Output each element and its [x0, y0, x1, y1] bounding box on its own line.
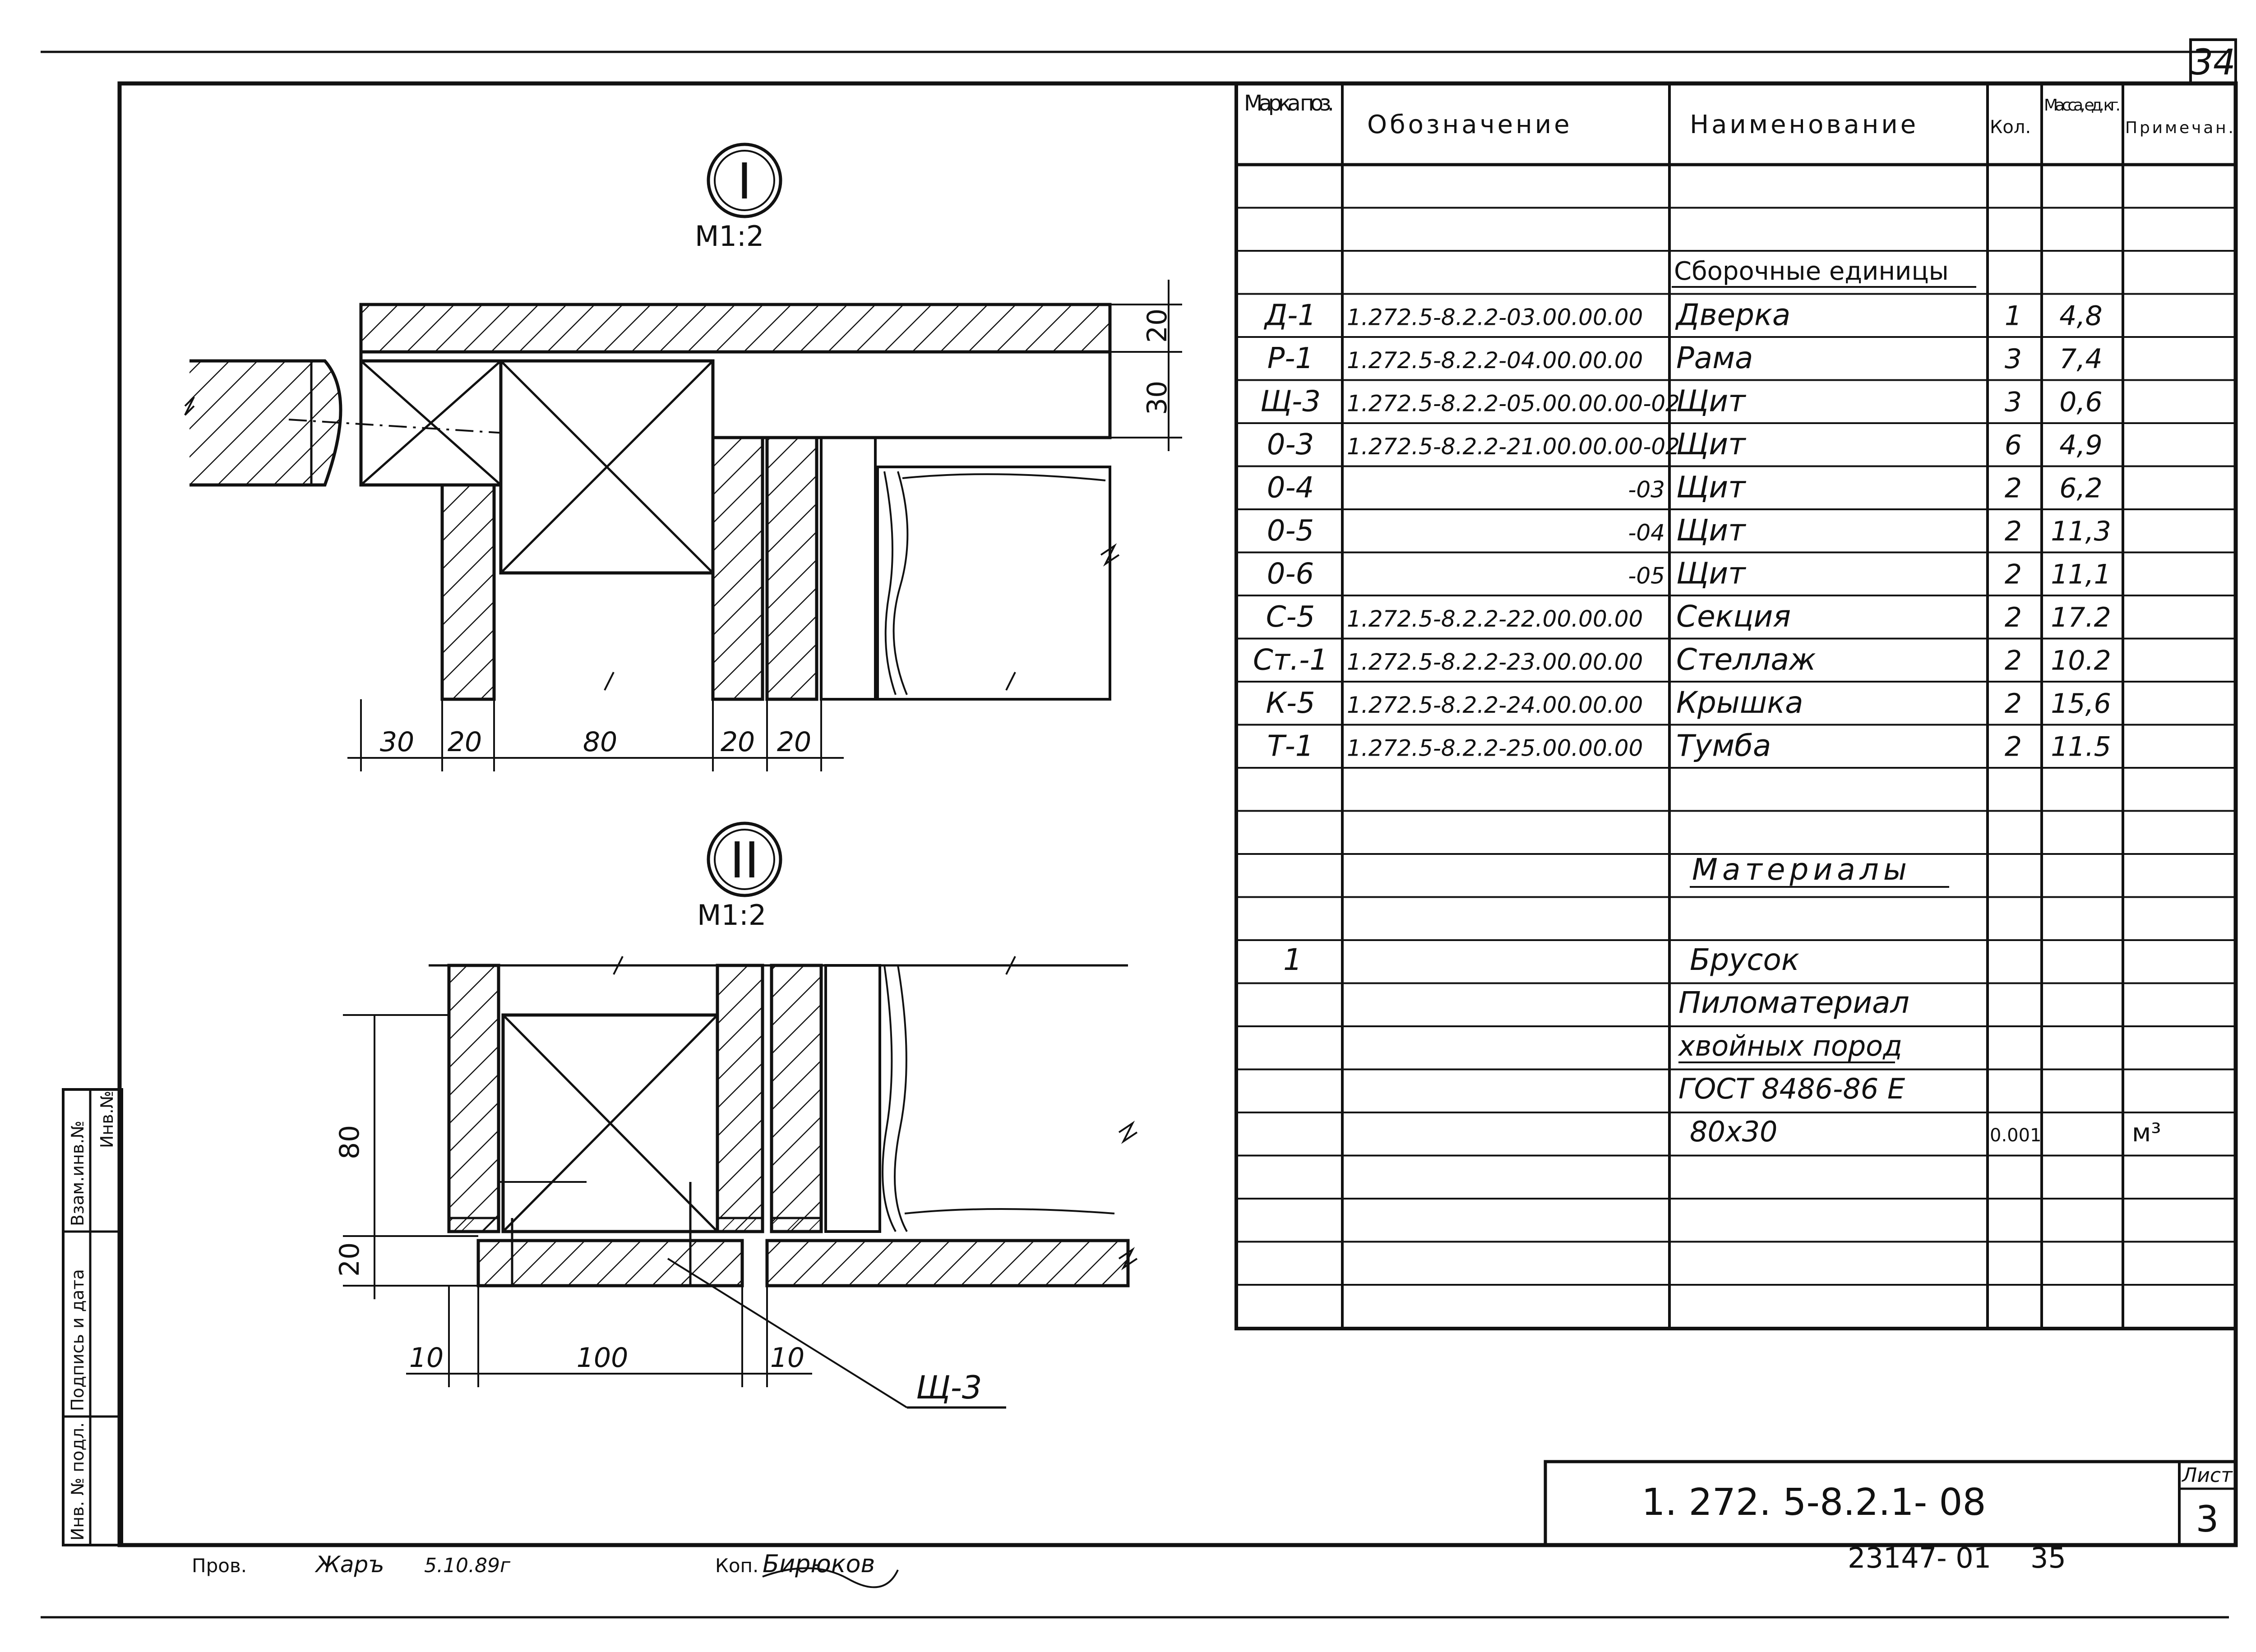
sheet-number: 3: [2196, 1498, 2219, 1540]
spec-row-designation: -05: [1628, 563, 1665, 589]
detail-1-dim-30: 30: [379, 726, 415, 758]
spec-row-mark: 0-6: [1267, 557, 1314, 591]
spec-row-name: Секция: [1676, 599, 1791, 634]
spec-row-name: Щит: [1676, 512, 1746, 548]
material-unit: м³: [2132, 1118, 2161, 1148]
material-size: 80х30: [1690, 1115, 1778, 1148]
checked-date: 5.10.89г: [424, 1554, 511, 1577]
stamp-replaced-inv: Взам.инв.№: [68, 1121, 88, 1226]
stamp-inv-original: Инв. № подл.: [68, 1422, 88, 1541]
spec-row-mass: 4,9: [2059, 429, 2103, 461]
spec-row-mass: 4,8: [2059, 300, 2103, 332]
detail-1-dim-20b: 20: [720, 726, 755, 758]
spec-row-mass: 7,4: [2059, 343, 2103, 375]
checked-label: Пров.: [192, 1555, 247, 1577]
spec-row-mark: Т-1: [1267, 729, 1314, 763]
detail-1-dim-right-20: 20: [1142, 308, 1173, 343]
page-number: 34: [2191, 42, 2236, 83]
section-materials: Материалы: [1692, 852, 1911, 887]
spec-row-qty: 2: [2004, 731, 2022, 763]
spec-row-mass: 11,1: [2051, 558, 2111, 591]
detail-2-leader-label: Щ-3: [916, 1369, 982, 1406]
header-mass: Масса, ед. кг.: [2044, 96, 2121, 115]
archive-page: 35: [2030, 1541, 2066, 1574]
spec-row-name: Щит: [1676, 426, 1746, 461]
spec-row-qty: 2: [2004, 645, 2022, 677]
detail-1-dim-80: 80: [582, 726, 618, 758]
spec-row-designation: -04: [1628, 519, 1665, 546]
spec-row-mark: С-5: [1266, 600, 1315, 634]
spec-row-qty: 3: [2004, 343, 2022, 375]
detail-1-dim-right-30: 30: [1142, 380, 1173, 415]
spec-row-designation: 1.272.5-8.2.2-25.00.00.00: [1347, 735, 1643, 761]
material-position: 1: [1283, 942, 1302, 977]
material-name-4: ГОСТ 8486-86 Е: [1678, 1072, 1905, 1105]
spec-row-qty: 2: [2004, 558, 2022, 591]
spec-row-designation: 1.272.5-8.2.2-04.00.00.00: [1347, 347, 1643, 374]
spec-row-name: Щит: [1676, 556, 1746, 591]
spec-row-mass: 10.2: [2051, 645, 2111, 677]
spec-row-designation: 1.272.5-8.2.2-05.00.00.00-02: [1347, 390, 1680, 417]
material-name-3: хвойных пород: [1678, 1029, 1902, 1062]
header-note: Примечан.: [2125, 119, 2233, 137]
detail-2-mark: II: [730, 831, 759, 889]
spec-row-name: Крышка: [1676, 685, 1803, 720]
spec-row-qty: 2: [2004, 601, 2022, 633]
detail-2-dim-80: 80: [334, 1125, 365, 1159]
spec-table: [1236, 83, 2236, 1329]
section-assemblies: Сборочные единицы: [1674, 257, 1949, 286]
spec-row-mass: 11.5: [2051, 731, 2111, 763]
stamp-signature-date: Подпись и дата: [68, 1269, 88, 1411]
spec-row-mass: 0,6: [2059, 386, 2103, 418]
detail-1-dim-20a: 20: [447, 726, 482, 758]
spec-row-name: Дверка: [1676, 297, 1791, 332]
sheet-code: 1. 272. 5-8.2.1- 08: [1641, 1481, 1986, 1524]
spec-row-designation: 1.272.5-8.2.2-24.00.00.00: [1347, 692, 1643, 718]
spec-row-designation: 1.272.5-8.2.2-21.00.00.00-02: [1347, 433, 1680, 460]
detail-2-dim-100: 100: [576, 1342, 629, 1374]
detail-2-dim-10a: 10: [409, 1342, 444, 1374]
detail-2-dim-10b: 10: [770, 1342, 805, 1374]
copied-label: Коп.: [715, 1555, 759, 1577]
spec-row-mark: Д-1: [1265, 299, 1316, 332]
spec-row-mark: 0-5: [1267, 514, 1314, 548]
spec-row-qty: 2: [2004, 472, 2022, 504]
spec-row-designation: 1.272.5-8.2.2-03.00.00.00: [1347, 304, 1643, 331]
spec-row-name: Щит: [1676, 383, 1746, 419]
spec-row-mark: Щ-3: [1260, 385, 1321, 419]
detail-2-dim-20: 20: [334, 1242, 365, 1277]
checked-name: Жаръ: [316, 1551, 384, 1578]
spec-row-mark: К-5: [1266, 686, 1315, 720]
spec-row-mass: 6,2: [2059, 472, 2103, 504]
spec-row-qty: 6: [2004, 429, 2022, 461]
spec-row-mark: 0-3: [1267, 428, 1314, 461]
spec-row-mass: 17.2: [2051, 601, 2111, 633]
detail-1-mark: I: [737, 152, 752, 210]
detail-1-scale: М1:2: [695, 220, 764, 253]
spec-row-designation: 1.272.5-8.2.2-23.00.00.00: [1347, 649, 1643, 675]
spec-row-name: Щит: [1676, 470, 1746, 505]
spec-row-mark: 0-4: [1267, 471, 1314, 505]
header-qty: Кол.: [1990, 117, 2031, 138]
spec-row-qty: 2: [2004, 688, 2022, 720]
material-name-1: Брусок: [1690, 942, 1799, 977]
material-mass: 0.001: [1990, 1125, 2042, 1146]
spec-row-qty: 3: [2004, 386, 2022, 418]
spec-row-qty: 2: [2004, 515, 2022, 547]
archive-number: 23147- 01: [1848, 1541, 1992, 1574]
spec-row-designation: -03: [1628, 476, 1665, 503]
detail-2-scale: М1:2: [697, 899, 767, 932]
sheet-label: Лист: [2182, 1464, 2233, 1487]
spec-row-mark: Ст.-1: [1253, 643, 1328, 677]
spec-row-name: Рама: [1676, 340, 1753, 375]
stamp-inv-number: Инв.№: [97, 1090, 117, 1148]
spec-row-qty: 1: [2004, 300, 2022, 332]
spec-row-mass: 15,6: [2051, 688, 2111, 720]
detail-1: [185, 144, 1182, 771]
spec-row-mark: Р-1: [1267, 341, 1314, 375]
material-name-2: Пиломатериал: [1678, 985, 1909, 1020]
spec-row-designation: 1.272.5-8.2.2-22.00.00.00: [1347, 605, 1643, 632]
detail-1-dim-20c: 20: [777, 726, 812, 758]
spec-row-name: Стеллаж: [1676, 642, 1816, 677]
header-mark: Марка поз.: [1244, 91, 1334, 116]
header-name: Наименование: [1690, 110, 1919, 139]
detail-2: [334, 823, 1137, 1407]
spec-row-mass: 11,3: [2051, 515, 2111, 547]
spec-row-name: Тумба: [1676, 728, 1771, 763]
header-designation: Обозначение: [1367, 110, 1572, 139]
copied-signature: Бирюков: [763, 1550, 875, 1578]
